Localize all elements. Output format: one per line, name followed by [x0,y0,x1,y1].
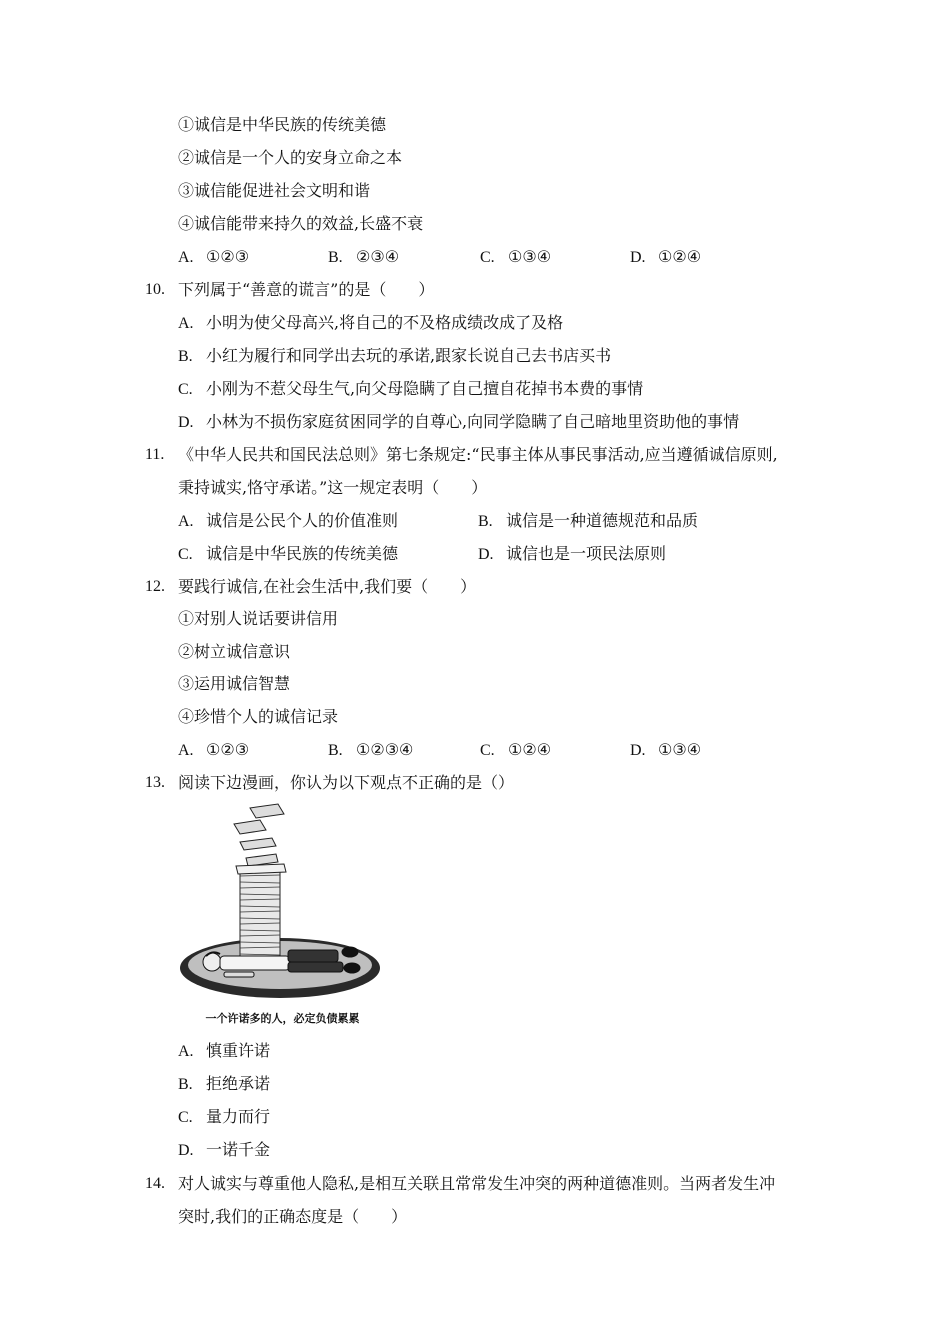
q12-item-4: ④珍惜个人的诚信记录 [178,707,339,726]
q10-stem: 下列属于“善意的谎言”的是（ ） [178,280,435,299]
q13-option-d [178,1139,270,1162]
q9-item-1: ①诚信是中华民族的传统美德 [178,115,387,134]
cartoon-flying-papers [234,804,284,866]
q11-stem-line-1: 《中华人民共和国民法总则》第七条规定:“民事主体从事民事活动,应当遵循诚信原则, [178,445,778,464]
option-text: 拒绝承诺 [206,1074,271,1093]
option-letter: D. [178,414,194,431]
option-text: 诚信是公民个人的价值准则 [206,511,399,530]
q12-item-1: ①对别人说话要讲信用 [178,609,339,628]
cartoon-image [180,800,385,1000]
q14-stem-line-1: 对人诚实与尊重他人隐私,是相互关联且常常发生冲突的两种道德准则。当两者发生冲 [178,1174,776,1193]
option-text: ①③④ [508,247,552,266]
q12-number: 12. [145,578,165,595]
option-letter: A. [178,249,194,266]
cartoon-caption: 一个许诺多的人，必定负债累累 [205,1012,360,1025]
option-text: 小林为不损伤家庭贫困同学的自尊心,向同学隐瞒了自己暗地里资助他的事情 [206,412,740,431]
option-letter: B. [478,513,493,530]
option-letter: A. [178,513,194,530]
q12-option-b [328,739,413,762]
option-letter: C. [480,249,495,266]
q10-option-c [178,378,643,401]
q12-stem: 要践行诚信,在社会生活中,我们要（ ） [178,577,477,596]
option-text: ①②③ [206,740,250,759]
q11-stem-line-2: 秉持诚实,恪守承诺。”这一规定表明（ ） [178,478,488,497]
option-text: ①②④ [658,247,702,266]
q9-option-b [328,246,399,269]
option-text: 诚信是中华民族的传统美德 [206,544,399,563]
q9-option-c [480,246,551,269]
q11-option-b [478,510,698,533]
option-text: ①③④ [658,740,702,759]
q13-stem: 阅读下边漫画，你认为以下观点不正确的是（） [178,773,515,792]
q9-option-a [178,246,249,269]
option-letter: D. [478,546,494,563]
option-letter: C. [480,742,495,759]
q10-option-d [178,411,739,434]
q11-option-d [478,543,666,566]
q9-option-d [630,246,701,269]
option-text: 诚信也是一项民法原则 [506,544,667,563]
option-text: ①②③④ [356,740,414,759]
option-text: 小刚为不惹父母生气,向父母隐瞒了自己擅自花掉书本费的事情 [206,379,644,398]
cartoon-paper-stack [236,864,286,960]
option-letter: A. [178,315,194,332]
option-text: 量力而行 [206,1107,271,1126]
option-letter: C. [178,381,193,398]
option-letter: C. [178,1109,193,1126]
q12-item-3: ③运用诚信智慧 [178,674,291,693]
option-letter: B. [178,348,193,365]
q13-option-c [178,1106,270,1129]
option-letter: D. [630,249,646,266]
option-letter: D. [178,1142,194,1159]
option-letter: A. [178,1043,194,1060]
q13-option-b [178,1073,270,1096]
option-text: 诚信是一种道德规范和品质 [506,511,699,530]
option-text: 一诺千金 [206,1140,271,1159]
q13-number: 13. [145,774,165,791]
option-letter: A. [178,742,194,759]
option-letter: B. [328,249,343,266]
option-text: ①②④ [508,740,552,759]
option-text: ①②③ [206,247,250,266]
q14-number: 14. [145,1175,165,1192]
q11-option-c [178,543,398,566]
q12-item-2: ②树立诚信意识 [178,642,291,661]
q10-option-b [178,345,611,368]
q11-number: 11. [145,446,165,463]
option-text: ②③④ [356,247,400,266]
option-letter: B. [328,742,343,759]
option-text: 小明为使父母高兴,将自己的不及格成绩改成了及格 [206,313,564,332]
option-letter: D. [630,742,646,759]
option-text: 小红为履行和同学出去玩的承诺,跟家长说自己去书店买书 [206,346,612,365]
q13-option-a [178,1040,270,1063]
q9-item-3: ③诚信能促进社会文明和谐 [178,181,371,200]
option-text: 慎重许诺 [206,1041,271,1060]
option-letter: C. [178,546,193,563]
q12-option-a [178,739,249,762]
q9-item-4: ④诚信能带来持久的效益,长盛不衰 [178,214,424,233]
q12-option-d [630,739,701,762]
q10-option-a [178,312,563,335]
q14-stem-line-2: 突时,我们的正确态度是（ ） [178,1207,408,1226]
option-letter: B. [178,1076,193,1093]
q12-option-c [480,739,551,762]
q10-number: 10. [145,281,165,298]
q11-option-a [178,510,398,533]
q9-item-2: ②诚信是一个人的安身立命之本 [178,148,403,167]
